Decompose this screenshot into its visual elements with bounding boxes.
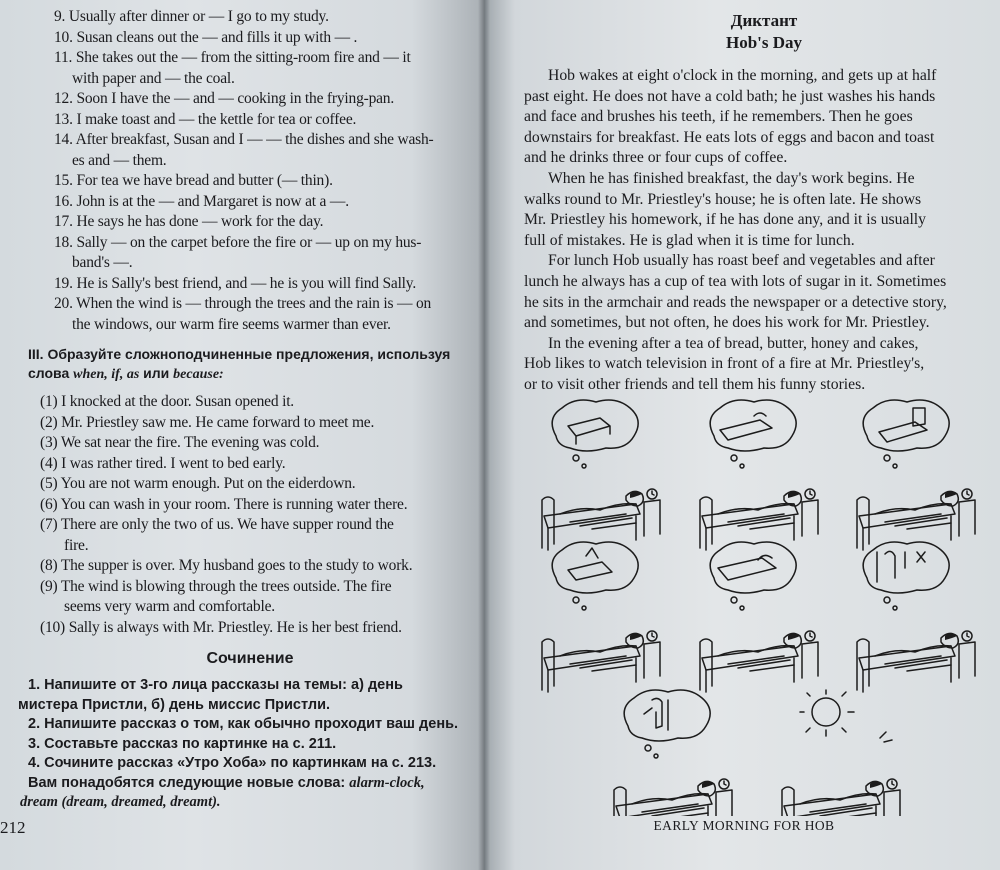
text-line: 17. He says he has done — work for the day. bbox=[54, 213, 324, 230]
exercise-item: fire. bbox=[64, 536, 89, 554]
paragraph bbox=[524, 169, 974, 251]
panel-2 bbox=[700, 400, 818, 550]
page-number: 212 bbox=[0, 818, 26, 837]
exercise-item: (6) You can wash in your room. There is running water there. bbox=[40, 495, 408, 513]
panel-8 bbox=[782, 690, 900, 816]
exercise-item: (7) There are only the two of us. We have supper round the bbox=[40, 516, 394, 533]
exercise-heading-line: III. Образуйте сложноподчиненные предложения, используя bbox=[28, 346, 451, 362]
exercise-list bbox=[10, 392, 450, 638]
panel-4 bbox=[542, 542, 660, 692]
text-line: 19. He is Sally's best friend, and — he is you will find Sally. bbox=[54, 274, 417, 292]
panel-1 bbox=[542, 400, 660, 550]
paragraph bbox=[524, 251, 974, 333]
text-line: 11. She takes out the — from the sitting-room fire and — it bbox=[54, 49, 411, 66]
text-line: full of mistakes. He is glad when it is time for lunch. bbox=[524, 231, 855, 249]
text-line: For lunch Hob usually has roast beef and vegetables and after bbox=[548, 252, 935, 270]
essay-item: Вам понадобятся следующие новые слова: alarm-clock, bbox=[28, 774, 425, 791]
essay-item: 2. Напишите рассказ о том, как обычно проходит ваш день. bbox=[28, 716, 459, 732]
text-line: 12. Soon I have the — and — cooking in the frying-pan. bbox=[54, 90, 395, 107]
dictation-title: Диктант bbox=[730, 11, 798, 30]
book-gutter bbox=[478, 0, 490, 870]
essay-item: мистера Пристли, б) день миссис Пристли. bbox=[18, 696, 331, 713]
essay-item: dream (dream, dreamed, dreamt). bbox=[20, 794, 221, 810]
exercise-item: (9) The wind is blowing through the trees outside. The fire bbox=[40, 577, 392, 595]
text-line: 15. For tea we have bread and butter (— thin). bbox=[54, 172, 333, 189]
exercise-item: (4) I was rather tired. I went to bed early. bbox=[40, 454, 286, 472]
exercise-item: (1) I knocked at the door. Susan opened it. bbox=[40, 393, 294, 410]
panel-6 bbox=[857, 542, 975, 692]
text-line: or to visit other friends and tell them his funny stories. bbox=[524, 375, 866, 393]
essay-item: 4. Сочините рассказ «Утро Хоба» по картинкам на с. 213. bbox=[28, 755, 437, 771]
exercise-item: (2) Mr. Priestley saw me. He came forward to meet me. bbox=[40, 413, 375, 431]
text-line: 18. Sally — on the carpet before the fire or — up on my hus- bbox=[54, 233, 422, 251]
text-line: lunch he always has a cup of tea with lots of sugar in it. Sometimes bbox=[524, 272, 947, 290]
text-line: and face and brushes his teeth, if he remembers. Then he goes bbox=[524, 108, 913, 126]
exercise-heading-line: слова when, if, as или because: bbox=[28, 365, 224, 382]
text-line: 13. I make toast and — the kettle for tea or coffee. bbox=[54, 110, 357, 128]
text-line: 20. When the wind is — through the trees and the rain is — on bbox=[54, 295, 432, 312]
text-line: band's —. bbox=[72, 254, 133, 271]
exercise-item: (3) We sat near the fire. The evening was cold. bbox=[40, 434, 320, 451]
text-line: downstairs for breakfast. He eats lots of eggs and bacon and toast bbox=[524, 128, 935, 146]
text-line: walks round to Mr. Priestley's house; he is often late. He shows bbox=[524, 190, 922, 208]
text-line: and sometimes, but not often, he does his work for Mr. Priestley. bbox=[524, 314, 930, 332]
essay-title: Сочинение bbox=[206, 650, 294, 667]
text-line: he sits in the armchair and reads the newspaper or a detective story, bbox=[524, 293, 947, 311]
illustration-caption: EARLY MORNING FOR HOB bbox=[653, 818, 835, 833]
text-line: When he has finished breakfast, the day's work begins. He bbox=[548, 169, 915, 187]
panel-5 bbox=[700, 542, 818, 692]
left-page bbox=[0, 0, 484, 870]
text-line: past eight. He does not have a cold bath; he just washes his hands bbox=[524, 87, 936, 105]
illustration-panels bbox=[540, 396, 990, 816]
text-line: 14. After breakfast, Susan and I — — the dishes and she wash- bbox=[54, 131, 434, 148]
essay-item: 1. Напишите от 3-го лица рассказы на темы: а) день bbox=[28, 677, 403, 693]
panel-3 bbox=[857, 400, 975, 550]
text-line: 10. Susan cleans out the — and fills it up with — . bbox=[54, 28, 358, 46]
text-line: es and — them. bbox=[72, 151, 167, 169]
paragraph bbox=[524, 66, 974, 169]
panel-7 bbox=[614, 690, 732, 816]
exercise-item: (10) Sally is always with Mr. Priestley. He is her best friend. bbox=[40, 618, 402, 636]
story-title: Hob's Day bbox=[725, 33, 803, 52]
text-line: the windows, our warm fire seems warmer than ever. bbox=[72, 315, 391, 333]
text-line: Mr. Priestley his homework, if he has done any, and it is usually bbox=[524, 211, 927, 229]
right-page-text bbox=[524, 10, 974, 396]
text-line: and he drinks three or four cups of coffee. bbox=[524, 149, 788, 167]
left-page-text bbox=[10, 4, 459, 813]
exercise-heading bbox=[10, 345, 450, 384]
text-line: 9. Usually after dinner or — I go to my study. bbox=[54, 8, 329, 25]
text-line: Hob likes to watch television in front of a fire at Mr. Priestley's, bbox=[524, 355, 925, 373]
text-line: In the evening after a tea of bread, butter, honey and cakes, bbox=[548, 334, 919, 352]
exercise-item: (5) You are not warm enough. Put on the eiderdown. bbox=[40, 475, 356, 492]
paragraph bbox=[524, 334, 974, 396]
text-line: with paper and — the coal. bbox=[72, 69, 235, 87]
exercise-item: (8) The supper is over. My husband goes to the study to work. bbox=[40, 557, 413, 574]
text-line: Hob wakes at eight o'clock in the morning, and gets up at half bbox=[548, 67, 937, 84]
text-line: 16. John is at the — and Margaret is now at a —. bbox=[54, 192, 349, 210]
essay-item: 3. Составьте рассказ по картинке на с. 211. bbox=[28, 735, 337, 752]
exercise-item: seems very warm and comfortable. bbox=[64, 598, 275, 615]
essay-list bbox=[10, 676, 459, 813]
